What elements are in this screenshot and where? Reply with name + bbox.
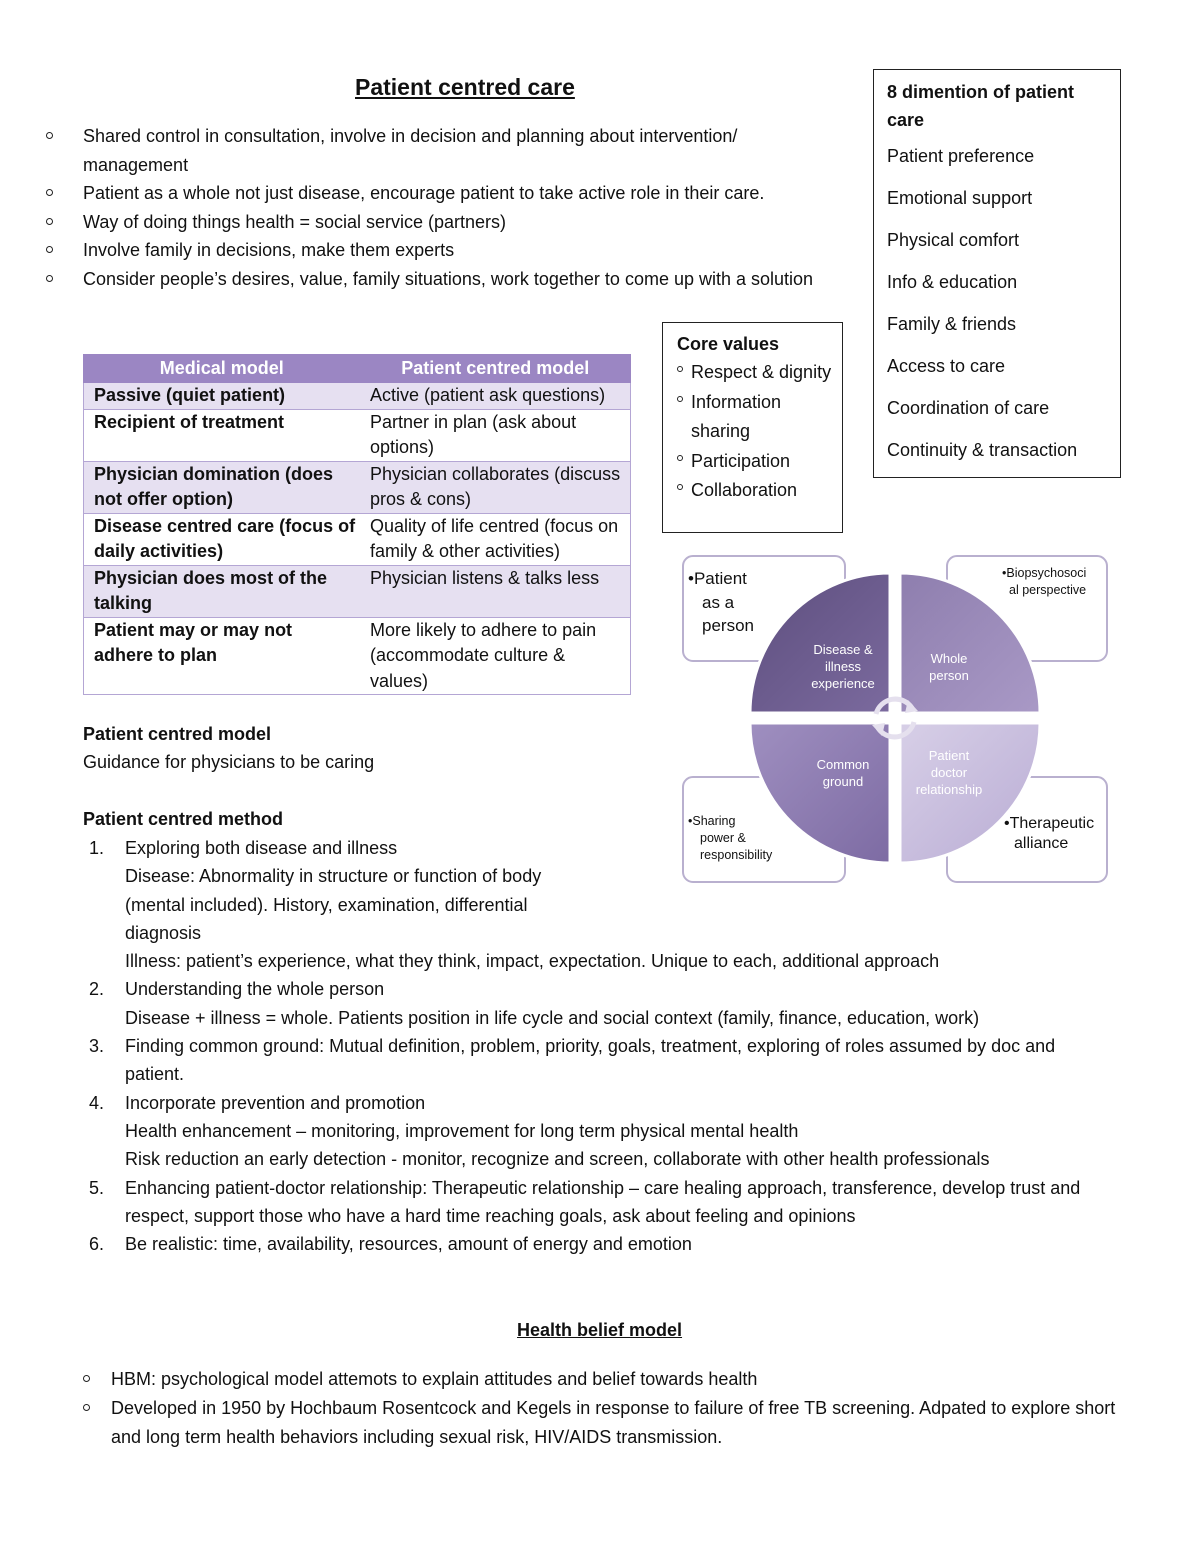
method-item	[83, 975, 1113, 1032]
model-comparison-table	[83, 354, 631, 695]
quadrant-label-2: Common ground	[816, 757, 870, 789]
quadrant-label-1: Whole person	[929, 651, 969, 683]
table-row	[84, 513, 631, 565]
table-header-cell: Medical model	[84, 355, 361, 383]
core-values-list	[677, 358, 834, 506]
method-line: Health enhancement – monitoring, improvement for long term physical mental health	[125, 1120, 799, 1141]
method-line: Incorporate prevention and promotion	[125, 1092, 426, 1113]
core-value-item: Participation	[677, 447, 834, 477]
method-number: 5.	[89, 1177, 105, 1198]
model-text: Guidance for physicians to be caring	[83, 752, 375, 772]
dimension-item: Coordination of care	[887, 398, 1050, 418]
table-row	[84, 409, 631, 461]
method-number: 1.	[89, 838, 105, 858]
dimension-item: Info & education	[887, 272, 1018, 292]
hbm-bullet-list	[83, 1365, 1123, 1452]
callout-text-0: •Patient as a person	[688, 569, 754, 635]
core-values-box	[662, 322, 843, 533]
table-header-cell: Patient centred model	[360, 355, 631, 383]
table-cell: Passive (quiet patient)	[84, 383, 361, 410]
method-number: 4.	[89, 1092, 105, 1113]
hbm-title: Health belief model	[517, 1320, 683, 1340]
table-cell: Disease centred care (focus of daily activities)	[84, 513, 361, 565]
intro-bullet: Shared control in consultation, involve in decision and planning about intervention/ management	[46, 122, 836, 179]
table-cell: More likely to adhere to pain (accommodate culture & values)	[360, 617, 631, 695]
method-number: 3.	[89, 1036, 105, 1057]
method-number: 2.	[89, 979, 105, 1000]
method-line: (mental included). History, examination, differential	[125, 894, 528, 915]
quadrant-label-0: Disease & illness experience	[811, 642, 875, 691]
callout-text-3: •Therapeutic alliance	[1004, 815, 1095, 852]
quadrant-label-3: Patient doctor relationship	[915, 748, 983, 797]
core-value-item: Respect & dignity	[677, 358, 834, 388]
dimension-item: Physical comfort	[887, 230, 1020, 250]
method-item	[83, 1230, 1113, 1258]
core-values-title: Core values	[677, 334, 780, 354]
core-value-item: Collaboration	[677, 476, 834, 506]
dimension-item: Continuity & transaction	[887, 440, 1078, 460]
callout-text-1: •Biopsychosoci al perspective	[1002, 566, 1087, 597]
method-list	[83, 834, 1113, 1258]
core-value-item: Information sharing	[677, 388, 834, 447]
method-item	[83, 1174, 1113, 1231]
method-line: Exploring both disease and illness	[125, 838, 398, 858]
dimensions-title: 8 dimention of patient care	[887, 82, 1074, 130]
method-line: Disease + illness = whole. Patients position in life cycle and social context (family, finance, education, work)	[125, 1007, 980, 1028]
table-row	[84, 565, 631, 617]
model-heading: Patient centred model	[83, 724, 272, 744]
dimension-item: Family & friends	[887, 314, 1017, 334]
method-item	[83, 834, 1113, 975]
page-title: Patient centred care	[355, 74, 575, 100]
dimension-item: Access to care	[887, 356, 1006, 376]
intro-bullet: Involve family in decisions, make them experts	[46, 236, 836, 265]
table-cell: Patient may or may not adhere to plan	[84, 617, 361, 695]
hbm-bullet: HBM: psychological model attemots to explain attitudes and belief towards health	[83, 1365, 1123, 1394]
table-cell: Active (patient ask questions)	[360, 383, 631, 410]
table-cell: Physician collaborates (discuss pros & cons)	[360, 461, 631, 513]
method-line: Understanding the whole person	[125, 979, 385, 1000]
dimension-item: Patient preference	[887, 146, 1035, 166]
method-line: Finding common ground: Mutual definition, problem, priority, goals, treatment, exploring of roles assumed by doc and patient.	[125, 1036, 1056, 1085]
method-line: diagnosis	[125, 922, 202, 943]
method-line: Illness: patient’s experience, what they think, impact, expectation. Unique to each, additional approach	[125, 951, 940, 972]
table-header-row	[84, 355, 631, 383]
intro-bullet: Way of doing things health = social service (partners)	[46, 208, 836, 237]
intro-bullet-list	[46, 122, 836, 293]
table-row	[84, 617, 631, 695]
table-cell: Partner in plan (ask about options)	[360, 409, 631, 461]
table-cell: Physician does most of the talking	[84, 565, 361, 617]
cycle-arrows-icon	[872, 699, 918, 737]
method-line: Be realistic: time, availability, resources, amount of energy and emotion	[125, 1234, 692, 1255]
intro-bullet: Patient as a whole not just disease, encourage patient to take active role in their care.	[46, 179, 836, 208]
table-cell: Quality of life centred (focus on family & other activities)	[360, 513, 631, 565]
table-cell: Physician domination (does not offer option)	[84, 461, 361, 513]
dimension-item: Emotional support	[887, 188, 1033, 208]
method-number: 6.	[89, 1234, 105, 1255]
intro-bullet: Consider people’s desires, value, family situations, work together to come up with a solution	[46, 265, 836, 294]
method-line: Risk reduction an early detection - monitor, recognize and screen, collaborate with other health professionals	[125, 1149, 990, 1170]
table-row	[84, 383, 631, 410]
hbm-bullet: Developed in 1950 by Hochbaum Rosentcock and Kegels in response to failure of free TB screening. Adpated to explore short and long term health behaviors including sexual risk, HIV/AIDS transmission.	[83, 1394, 1123, 1452]
method-line: Disease: Abnormality in structure or function of body	[125, 866, 542, 887]
method-item	[83, 1032, 1113, 1089]
method-line: Enhancing patient-doctor relationship: Therapeutic relationship – care healing approach, transference, develop trust and respect, support those who have a hard time reaching goals, ask about feeling and opinions	[125, 1177, 1081, 1226]
table-cell: Recipient of treatment	[84, 409, 361, 461]
callout-text-2: •Sharing power & responsibility	[688, 814, 773, 862]
table-row	[84, 461, 631, 513]
method-heading: Patient centred method	[83, 809, 284, 829]
table-cell: Physician listens & talks less	[360, 565, 631, 617]
dimensions-box	[873, 69, 1121, 478]
method-item	[83, 1089, 1113, 1174]
